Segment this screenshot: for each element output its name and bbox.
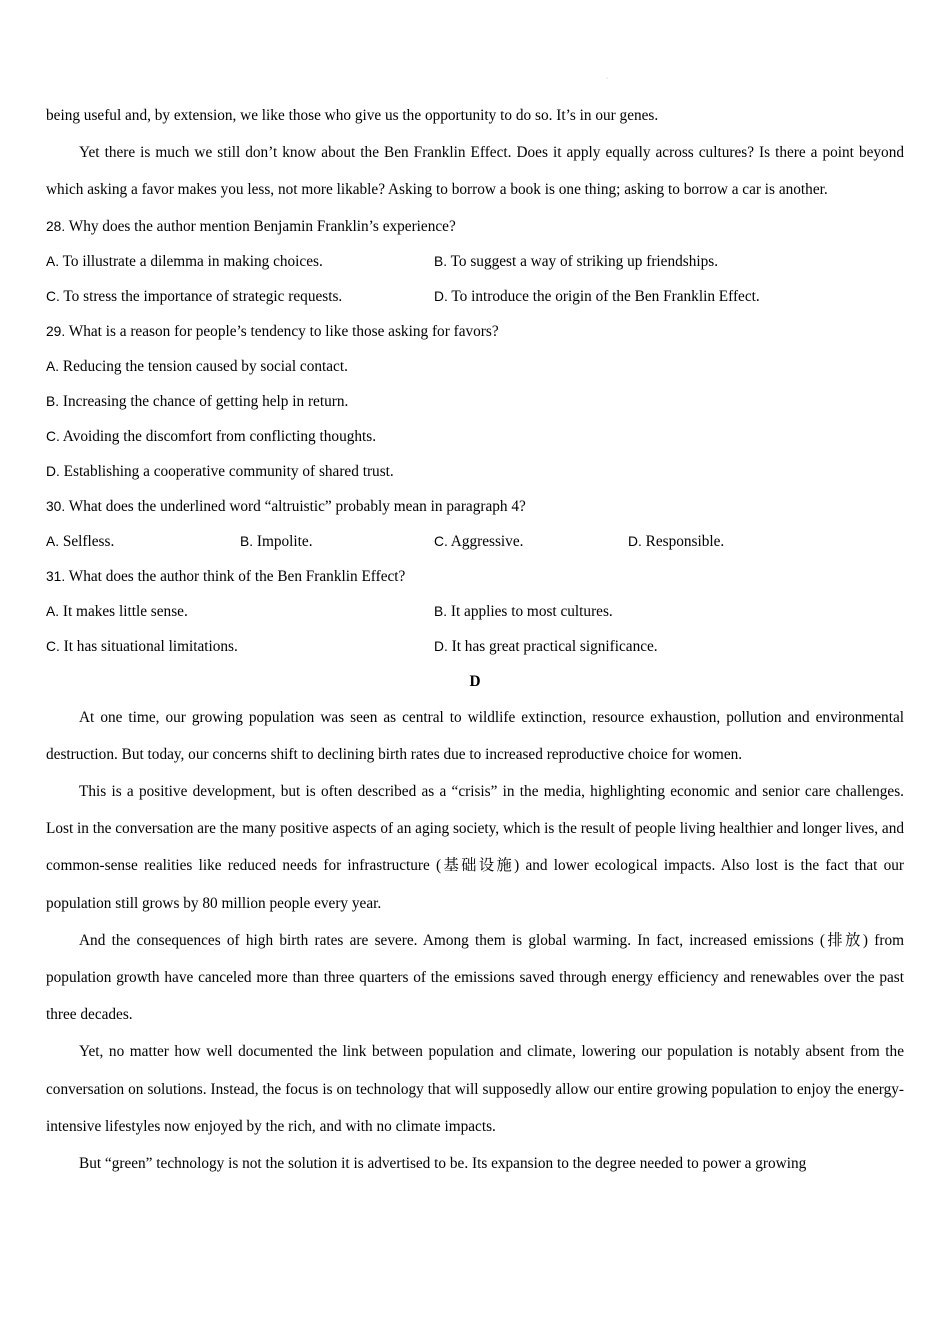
option-text: It makes little sense.: [62, 602, 188, 620]
option-label: A.: [46, 358, 60, 374]
option-d[interactable]: [628, 524, 724, 559]
question-stem: Why does the author mention Benjamin Franklin’s experience?: [68, 217, 456, 235]
question-stem: What is a reason for people’s tendency to like those asking for favors?: [68, 322, 499, 340]
question-stem: What does the underlined word “altruistic” probably mean in paragraph 4?: [68, 497, 526, 515]
option-text: Aggressive.: [450, 532, 524, 550]
option-b[interactable]: [46, 384, 904, 419]
option-label: A.: [46, 533, 60, 549]
question-31-options-row-1: [46, 594, 904, 629]
question-29: [46, 314, 904, 349]
option-label: B.: [46, 393, 60, 409]
option-c[interactable]: [46, 629, 434, 664]
option-b[interactable]: [434, 594, 613, 629]
option-text: Responsible.: [645, 532, 725, 550]
option-label: C.: [46, 288, 60, 304]
question-number: 29.: [46, 323, 66, 339]
option-b[interactable]: [240, 524, 434, 559]
option-d[interactable]: [434, 629, 658, 664]
option-text: To introduce the origin of the Ben Franklin Effect.: [451, 287, 760, 305]
option-label: D.: [434, 288, 448, 304]
section-d-paragraph-2: This is a positive development, but is often described as a “crisis” in the media, highlighting economic and senior care challenges. Lost in the conversation are the many positive aspects of an aging society, which is the result of people living healthier and longer lives, and common-sense realities like reduced needs for infrastructure (基础设施) and lower ecological impacts. Also lost is the fact that our population still grows by 80 million people every year.: [46, 783, 904, 912]
option-label: D.: [434, 638, 448, 654]
question-stem: What does the author think of the Ben Franklin Effect?: [68, 567, 406, 585]
option-text: Avoiding the discomfort from conflicting thoughts.: [62, 427, 377, 445]
option-d[interactable]: [46, 454, 904, 489]
section-d-paragraph-5: But “green” technology is not the solution it is advertised to be. Its expansion to the degree needed to power a growing: [79, 1155, 807, 1173]
option-text: To illustrate a dilemma in making choices.: [62, 252, 323, 270]
section-heading: D: [469, 672, 481, 690]
option-label: D.: [46, 463, 60, 479]
question-number: 30.: [46, 498, 66, 514]
option-label: C.: [434, 533, 448, 549]
question-number: 28.: [46, 218, 66, 234]
option-a[interactable]: [46, 594, 434, 629]
option-label: A.: [46, 253, 60, 269]
option-text: To suggest a way of striking up friendships.: [450, 252, 719, 270]
option-text: Establishing a cooperative community of shared trust.: [63, 462, 394, 480]
option-label: D.: [628, 533, 642, 549]
option-label: C.: [46, 638, 60, 654]
option-label: A.: [46, 603, 60, 619]
section-d-paragraph-4: Yet, no matter how well documented the link between population and climate, lowering our population is notably absent from the conversation on solutions. Instead, the focus is on technology that will supposedly allow our entire growing population to enjoy the energy-intensive lifestyles now enjoyed by the rich, and with no climate impacts.: [46, 1043, 904, 1135]
passage-c-tail-paragraph-2: Yet there is much we still don’t know about the Ben Franklin Effect. Does it apply equally across cultures? Is there a point beyond which asking a favor makes you less, not more likable? Asking to borrow a book is one thing; asking to borrow a car is another.: [46, 144, 904, 199]
exam-page: [46, 0, 904, 1182]
option-text: To stress the importance of strategic requests.: [63, 287, 343, 305]
question-30: [46, 489, 904, 524]
option-label: B.: [240, 533, 254, 549]
section-d-paragraph-3: And the consequences of high birth rates are severe. Among them is global warming. In fact, increased emissions (排放) from population growth have canceled more than three quarters of the emissions saved through energy efficiency and renewables over the past three decades.: [46, 931, 904, 1024]
question-31-options-row-2: [46, 629, 904, 664]
option-c[interactable]: [46, 419, 904, 454]
option-label: B.: [434, 253, 448, 269]
option-label: C.: [46, 428, 60, 444]
option-b[interactable]: [434, 244, 718, 279]
question-31: [46, 559, 904, 594]
option-text: Selfless.: [62, 532, 115, 550]
option-a[interactable]: [46, 524, 240, 559]
section-d-paragraph-1: At one time, our growing population was seen as central to wildlife extinction, resource exhaustion, pollution and environmental destruction. But today, our concerns shift to declining birth rates due to increased reproductive choice for women.: [46, 708, 904, 763]
option-text: Reducing the tension caused by social contact.: [62, 357, 348, 375]
option-c[interactable]: [46, 279, 434, 314]
option-a[interactable]: [46, 244, 434, 279]
question-28: [46, 209, 904, 244]
option-c[interactable]: [434, 524, 628, 559]
option-label: B.: [434, 603, 448, 619]
question-28-options-row-2: [46, 279, 904, 314]
option-text: Impolite.: [256, 532, 313, 550]
question-number: 31.: [46, 568, 66, 584]
option-a[interactable]: [46, 349, 904, 384]
option-text: It has great practical significance.: [451, 637, 658, 655]
option-text: It has situational limitations.: [63, 637, 238, 655]
option-text: It applies to most cultures.: [450, 602, 613, 620]
passage-c-tail-paragraph-1: being useful and, by extension, we like those who give us the opportunity to do so. It’s in our genes.: [46, 107, 659, 124]
option-text: Increasing the chance of getting help in return.: [62, 392, 349, 410]
top-mark: ·: [606, 76, 608, 82]
question-30-options-row: [46, 524, 904, 559]
question-28-options-row-1: [46, 244, 904, 279]
option-d[interactable]: [434, 279, 760, 314]
